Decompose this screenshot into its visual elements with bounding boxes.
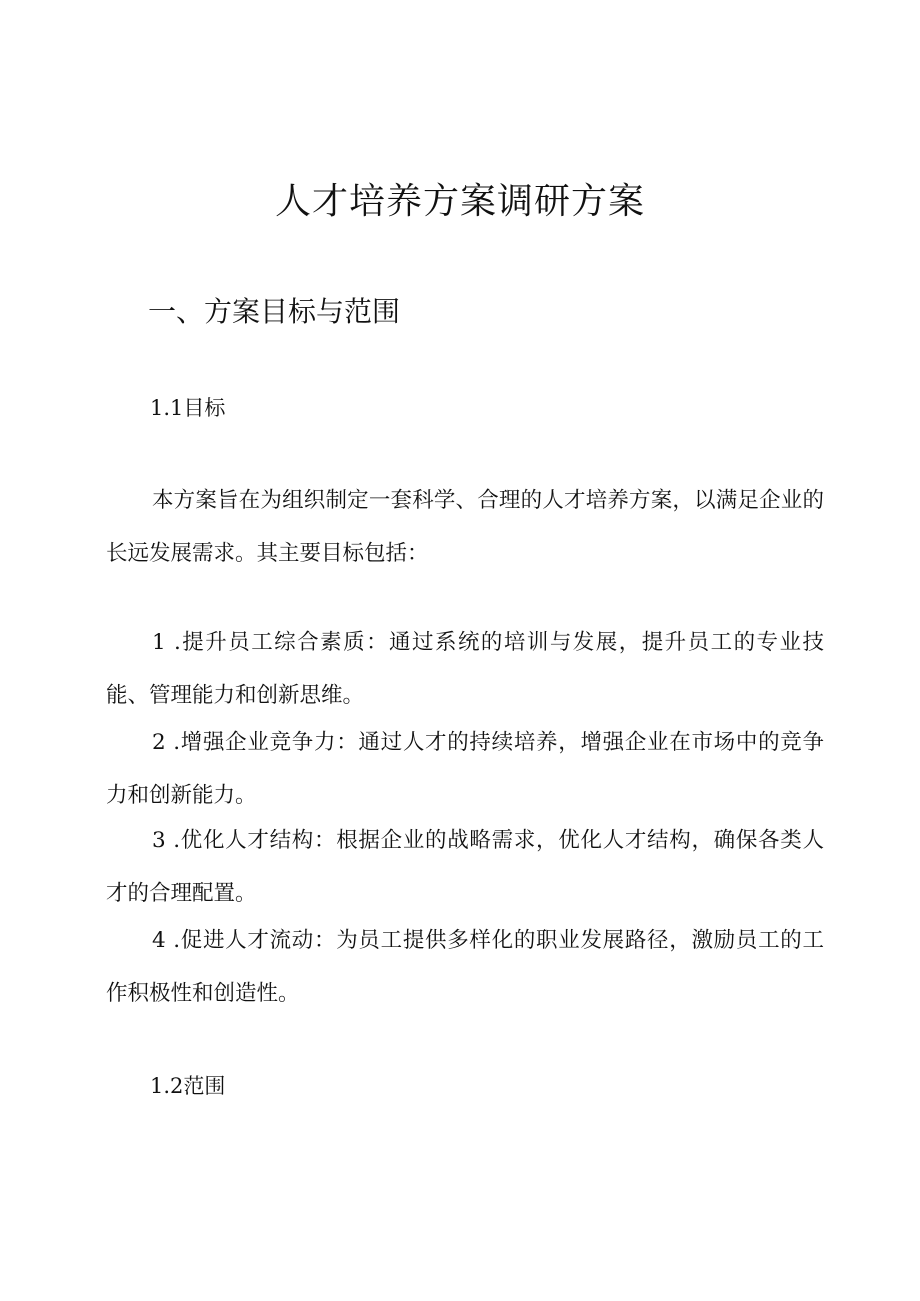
list-item-number: 2	[152, 730, 166, 755]
list-item-text: .增强企业竞争力：通过人才的持续培养，增强企业在市场中的竞争力和创新能力。	[106, 730, 824, 808]
document-title: 人才培养方案调研方案	[274, 181, 645, 222]
intro-paragraph: 本方案旨在为组织制定一套科学、合理的人才培养方案，以满足企业的长远发展需求。其主要目标包括：	[106, 488, 824, 566]
list-item-number: 4	[152, 928, 166, 953]
list-item	[106, 814, 824, 920]
list-item-number: 1	[152, 630, 166, 655]
subsection-heading-scope: 1.2范围	[150, 1074, 226, 1098]
list-item	[106, 616, 824, 722]
list-item-text: .优化人才结构：根据企业的战略需求，优化人才结构，确保各类人才的合理配置。	[106, 828, 824, 906]
list-item-text: .提升员工综合素质：通过系统的培训与发展，提升员工的专业技能、管理能力和创新思维。	[106, 630, 824, 708]
list-item	[106, 716, 824, 822]
subsection-heading-goals: 1.1目标	[150, 396, 226, 420]
section-heading: 一、方案目标与范围	[148, 295, 401, 328]
list-item-text: .促进人才流动：为员工提供多样化的职业发展路径，激励员工的工作积极性和创造性。	[106, 928, 824, 1006]
list-item-number: 3	[152, 828, 166, 853]
list-item	[106, 914, 824, 1020]
